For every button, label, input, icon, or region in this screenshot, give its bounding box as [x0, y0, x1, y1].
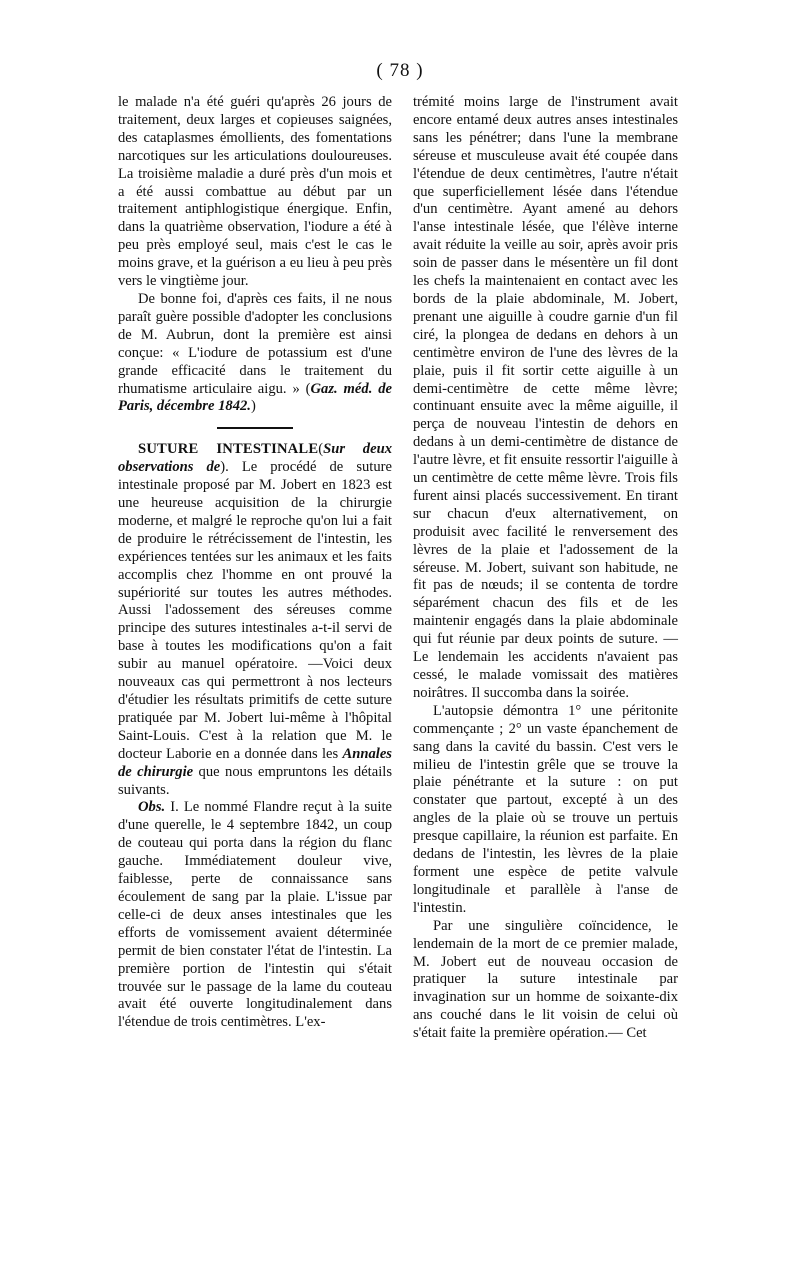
citation-source: Gaz. méd. de Paris, décembre 1842.: [118, 380, 392, 415]
left-column: [118, 94, 392, 1032]
paragraph-suture: [118, 441, 392, 799]
paragraph-text: De bonne foi, d'après ces faits, il ne nous paraît guère possible d'adopter les conclusions de M. Aubrun, dont la première est ainsi conçue: « L'iodure de potassium est d'une grande efficacité dans le traitement du rhumatisme articulaire aigu. » (: [118, 290, 392, 397]
paragraph-text: ). Le procédé de suture intestinale proposé par M. Jobert en 1823 est une heureuse acquisition de la chirurgie moderne, et malgré le reproche qu'on lui a fait de produire le rétrécissement de l'intestin, les expériences tentées sur les animaux et les faits accomplis chez l'homme en ont prouvé la supériorité sur toutes les autres méthodes. Aussi l'adossement des séreuses comme principe des sutures intestinales a-t-il servi de base à toutes les modifications qu'on a fait subir au manuel opératoire. —Voici deux nouveaux cas qui permettront à nos lecteurs d'étudier les résultats primitifs de cette suture pratiquée par M. Jobert lui-même à l'hôpital Saint-Louis. C'est à la relation que M. le docteur Laborie en a donnée dans les: [118, 459, 392, 762]
section-divider: [217, 427, 293, 429]
paragraph-text-end: que nous empruntons les détails suivants.: [118, 763, 393, 798]
observation-label: Obs.: [138, 799, 166, 816]
paragraph-second-case: Par une singulière coïncidence, le lendemain de la mort de ce premier malade, M. Jobert eut de nouveau occasion de pratiquer la suture intestinale par invagination sur un homme de soixante-dix ans couché dans le lit voisin de celui où s'était faite la première opération.— Cet: [413, 917, 678, 1042]
right-column: [413, 94, 678, 1043]
page-number: ( 78 ): [376, 60, 424, 81]
paragraph-observation: [118, 799, 392, 1032]
paragraph: le malade n'a été guéri qu'après 26 jours de traitement, deux larges et copieuses saignées, des cataplasmes émollients, des fomentations narcotiques sur les articulations douloureuses. La troisième maladie a duré près d'un mois et a été aussi combattue au début par un traitement antiphlogistique énergique. Enfin, dans la quatrième observation, l'iodure a été à peu près employé seul, mais c'est le cas le moins grave, et la guérison a eu lieu à peu près vers le vingtième jour.: [118, 94, 392, 290]
paragraph-text: I. Le nommé Flandre reçut à la suite d'une querelle, le 4 septembre 1842, un coup de couteau qui porta dans la région du flanc gauche. Immédiatement douleur vive, faiblesse, perte de connaissance sans écoulement de sang par la plaie. L'issue par celle-ci de deux anses intestinales que les efforts de vomissement avaient déterminée permit de bien constater l'état de l'intestin. La première portion de l'intestin qui s'était trouvée sur le passage de la lame du couteau avait été ouverte longitudinalement dans l'étendue de trois centimètres. L'ex-: [118, 799, 392, 1031]
paragraph: trémité moins large de l'instrument avait encore entamé deux autres anses intestinales sans les pénétrer; dans l'une la membrane séreuse et musculeuse avait été coupée dans l'étendue de deux centimètres, l'autre n'était que superficiellement lésée dans l'étendue d'un centimètre. Ayant amené au dehors l'anse intestinale lésée, que l'élève interne avait réduite la veille au soir, après avoir pris soin de passer dans le mésentère un fil dont les chefs la maintenaient en contact avec les bords de la plaie abdominale, M. Jobert, prenant une aiguille à coudre garnie d'un fil ciré, la plongea de dedans en dehors à un centimètre environ de l'une des lèvres de la plaie, puis il fit sortir cette aiguille à un demi-centimètre de cette même lèvre; continuant ensuite avec la même aiguille, il perça de nouveau l'intestin de dehors en dedans à un demi-centimètre de distance de l'autre lèvre, et fit ensuite ressortir l'aiguille à un centimètre de cette même lèvre. Trois fils furent ainsi placés successivement. En tirant sur chacun d'eux alternativement, on produisit avec facilité le renversement des lèvres de la plaie et l'adossement de la séreuse. M. Jobert, suivant son habitude, ne fit pas de nœuds; il se contenta de tordre séparément chacun des fils et de les maintenir engagés dans la plaie abdominale qui fut réunie par deux points de suture. — Le lendemain les accidents n'avaient pas cessé, le malade vomissait des matières noirâtres. Il succomba dans la soirée.: [413, 94, 678, 701]
section-subtitle: Sur deux observations de: [118, 441, 392, 476]
paragraph-text-end: ): [250, 398, 256, 415]
paragraph-autopsy: L'autopsie démontra 1° une péritonite commençante ; 2° un vaste épanchement de sang dans la cavité du bassin. C'est vers le milieu de l'intestin grêle que se trouve la plaie pénétrante et la suture : on put constater que partout, excepté à un des angles de la plaie où se trouve un pertuis presque capillaire, la réunion est parfaite. En dedans de l'intestin, les lèvres de la plaie forment une espèce de petite valvule longitudinale et parallèle à l'anse de l'intestin.: [413, 702, 678, 916]
paragraph-conclusion: [118, 291, 392, 416]
section-paren: (: [318, 441, 324, 458]
journal-title: Annales de chirurgie: [118, 745, 392, 780]
section-title: SUTURE INTESTINALE: [138, 441, 319, 458]
